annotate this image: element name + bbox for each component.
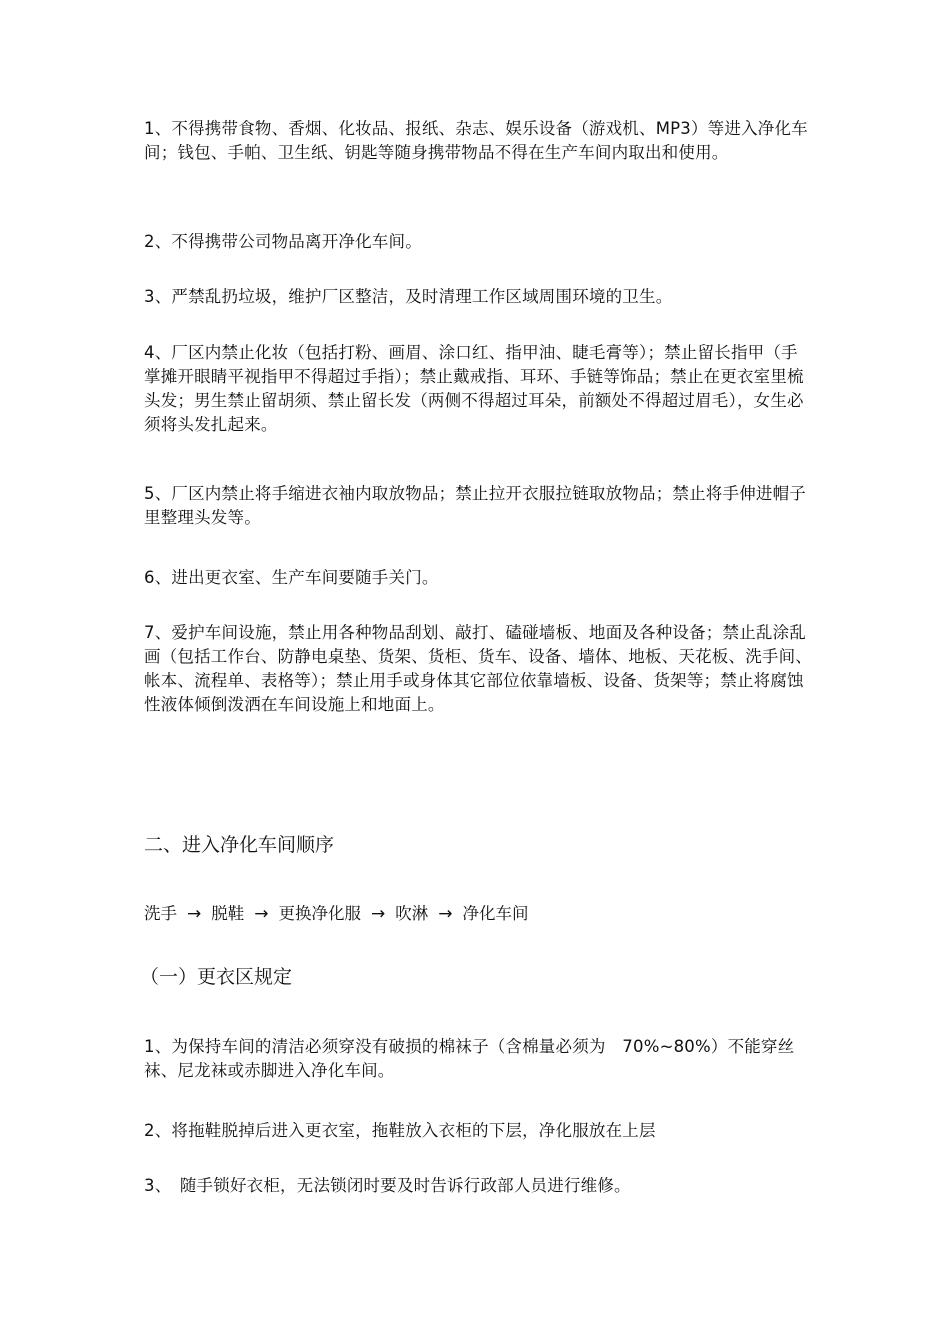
arrow-right-icon: →: [438, 904, 453, 924]
rule-4: 4、厂区内禁止化妆（包括打粉、画眉、涂口红、指甲油、睫毛膏等）；禁止留长指甲（手掌摊开眼睛平视指甲不得超过手指）；禁止戴戒指、耳环、手链等饰品；禁止在更衣室里梳头发；男生禁止留胡须、禁止留长发（两侧不得超过耳朵，前额处不得超过眉毛），女生必须将头发扎起来。: [144, 343, 804, 434]
arrow-right-icon: →: [187, 904, 202, 924]
flow-step-air-shower: 吹淋: [395, 904, 429, 923]
flow-step-remove-shoes: 脱鞋: [211, 904, 245, 923]
changing-rule-2: 2、将拖鞋脱掉后进入更衣室，拖鞋放入衣柜的下层，净化服放在上层: [144, 1121, 656, 1140]
arrow-right-icon: →: [371, 904, 386, 924]
rule-1: 1、不得携带食物、香烟、化妆品、报纸、杂志、娱乐设备（游戏机、MP3）等进入净化车间；钱包、手帕、卫生纸、钥匙等随身携带物品不得在生产车间内取出和使用。: [144, 119, 808, 162]
rule-3: 3、严禁乱扔垃圾，维护厂区整洁，及时清理工作区域周围环境的卫生。: [144, 287, 673, 306]
flow-step-clean-room: 净化车间: [462, 904, 529, 923]
flow-step-wash-hands: 洗手: [144, 904, 177, 923]
arrow-right-icon: →: [254, 904, 269, 924]
rule-6: 6、进出更衣室、生产车间要随手关门。: [144, 568, 439, 587]
entry-flow: [144, 902, 529, 926]
rule-5: 5、厂区内禁止将手缩进衣袖内取放物品；禁止拉开衣服拉链取放物品；禁止将手伸进帽子里整理头发等。: [144, 484, 806, 527]
changing-rule-3: 3、 随手锁好衣柜，无法锁闭时要及时告诉行政部人员进行维修。: [144, 1176, 631, 1195]
flow-step-change-clothes: 更换净化服: [278, 904, 361, 923]
rule-7: 7、爱护车间设施，禁止用各种物品刮划、敲打、磕碰墙板、地面及各种设备；禁止乱涂乱画（包括工作台、防静电桌垫、货架、货柜、货车、设备、墙体、地板、天花板、洗手间、帐本、流程单、表格等）；禁止用手或身体其它部位依靠墙板、设备、货架等；禁止将腐蚀性液体倾倒泼洒在车间设施上和地面上。: [144, 623, 812, 714]
rule-2: 2、不得携带公司物品离开净化车间。: [144, 232, 422, 251]
changing-rule-1: 1、为保持车间的清洁必须穿没有破损的棉袜子（含棉量必须为 70%~80%）不能穿丝袜、尼龙袜或赤脚进入净化车间。: [144, 1037, 795, 1080]
subsection-title: （一）更衣区规定: [140, 966, 293, 988]
section-2-title: 二、进入净化车间顺序: [144, 834, 335, 856]
